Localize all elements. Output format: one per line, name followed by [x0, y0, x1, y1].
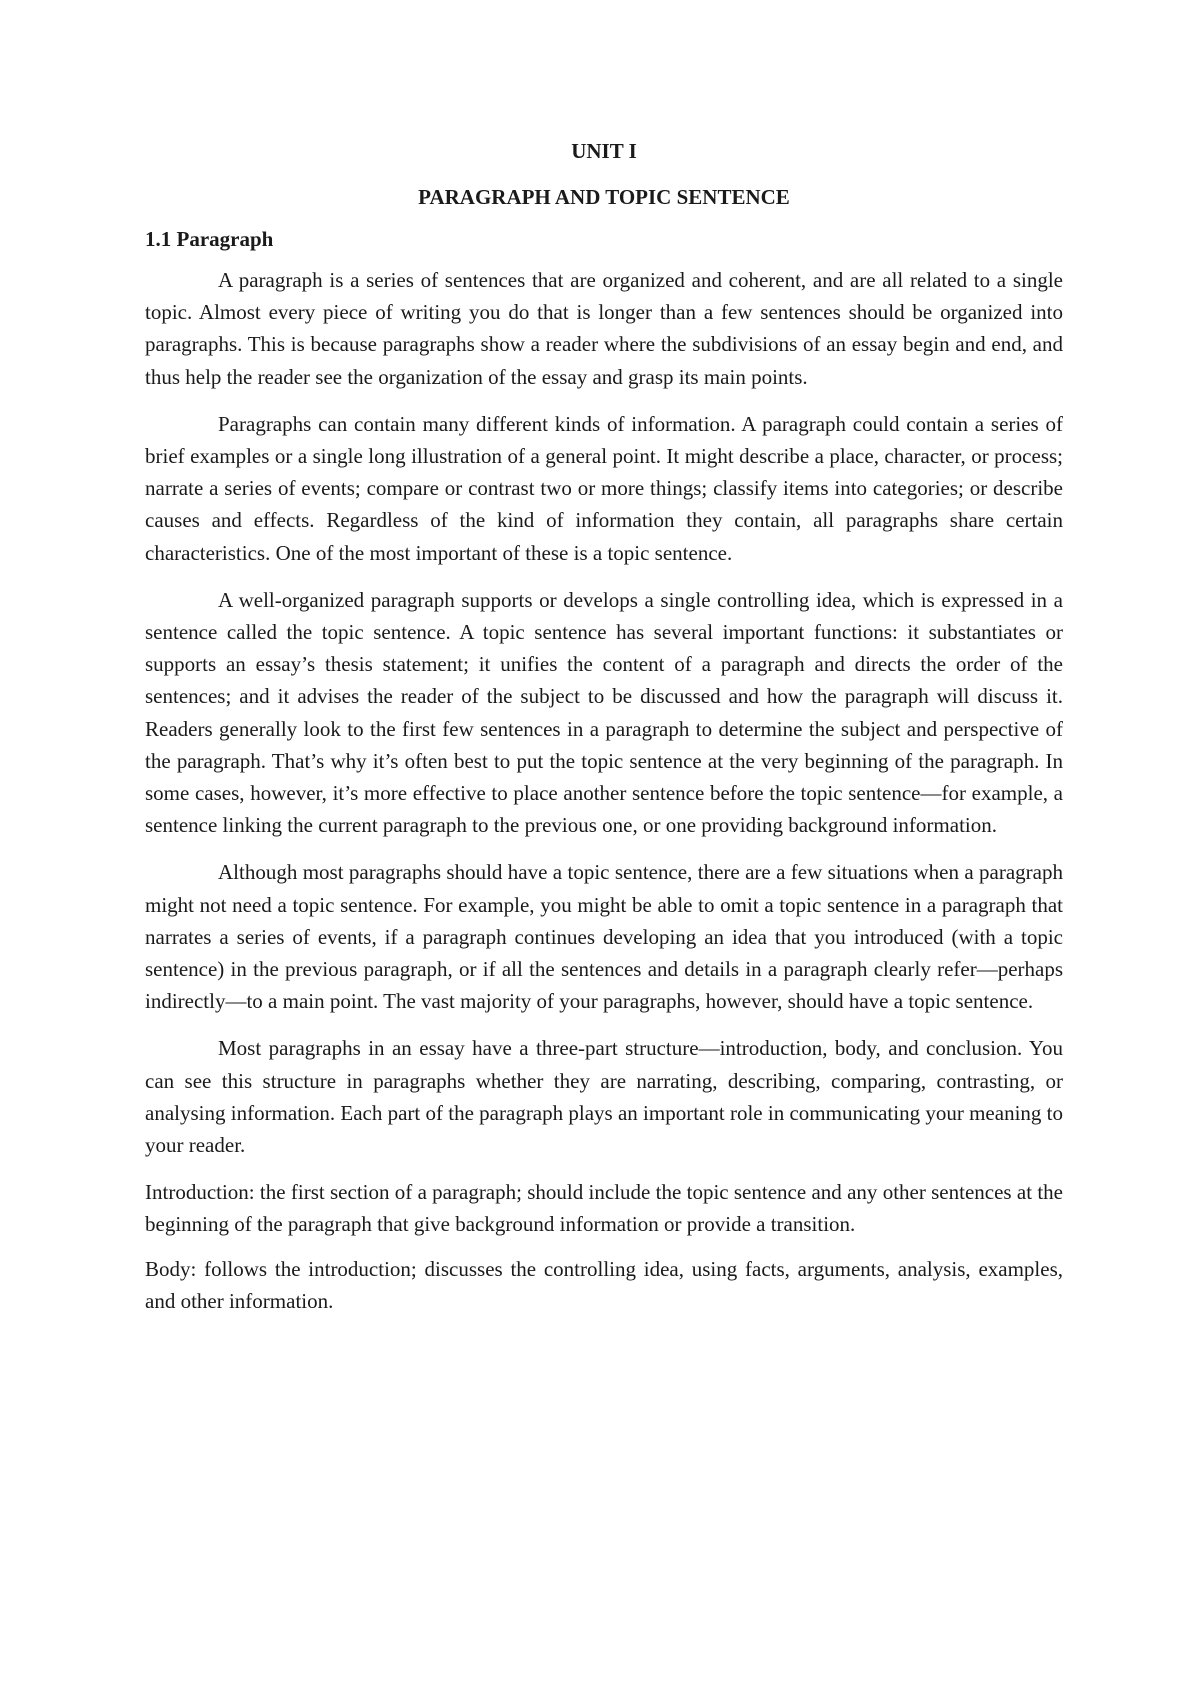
document-page — [145, 138, 1063, 1329]
paragraph: A paragraph is a series of sentences that are organized and coherent, and are all related to a single topic. Almost every piece of writing you do that is longer than a few sentences should be organized into paragraphs. This is because paragraphs show a reader where the subdivisions of an essay begin and end, and thus help the reader see the organization of the essay and grasp its main points. — [145, 268, 1063, 389]
paragraph: Most paragraphs in an essay have a three-part structure—introduction, body, and conclusion. You can see this structure in paragraphs whether they are narrating, describing, comparing, contrasting, or analysing information. Each part of the paragraph plays an important role in communicating your meaning to your reader. — [145, 1036, 1063, 1158]
definition-introduction: Introduction: the first section of a paragraph; should include the topic sentence and any other sentences at the beginning of the paragraph that give background information or provide a transition. — [145, 1180, 1063, 1237]
section-heading: 1.1 Paragraph — [145, 227, 274, 251]
paragraph: A well-organized paragraph supports or develops a single controlling idea, which is expressed in a sentence called the topic sentence. A topic sentence has several important functions: it substantiates or supports an essay’s thesis statement; it unifies the content of a paragraph and directs the order of the sentences; and it advises the reader of the subject to be discussed and how the paragraph will discuss it. Readers generally look to the first few sentences in a paragraph to determine the subject and perspective of the paragraph. That’s why it’s often best to put the topic sentence at the very beginning of the paragraph. In some cases, however, it’s more effective to place another sentence before the topic sentence—for example, a sentence linking the current paragraph to the previous one, or one providing background information. — [145, 587, 1063, 838]
paragraph: Although most paragraphs should have a topic sentence, there are a few situations when a paragraph might not need a topic sentence. For example, you might be able to omit a topic sentence in a paragraph that narrates a series of events, if a paragraph continues developing an idea that you introduced (with a topic sentence) in the previous paragraph, or if all the sentences and details in a paragraph clearly refer—perhaps indirectly—to a main point. The vast majority of your paragraphs, however, should have a topic sentence. — [145, 860, 1063, 1014]
paragraph: Paragraphs can contain many different kinds of information. A paragraph could contain a series of brief examples or a single long illustration of a general point. It might describe a place, character, or process; narrate a series of events; compare or contrast two or more things; classify items into categories; or describe causes and effects. Regardless of the kind of information they contain, all paragraphs share certain characteristics. One of the most important of these is a topic sentence. — [145, 411, 1063, 565]
unit-subtitle: PARAGRAPH AND TOPIC SENTENCE — [418, 185, 790, 209]
unit-title: UNIT I — [571, 139, 637, 163]
definition-body: Body: follows the introduction; discusses the controlling idea, using facts, arguments, analysis, examples, and other information. — [145, 1256, 1063, 1313]
